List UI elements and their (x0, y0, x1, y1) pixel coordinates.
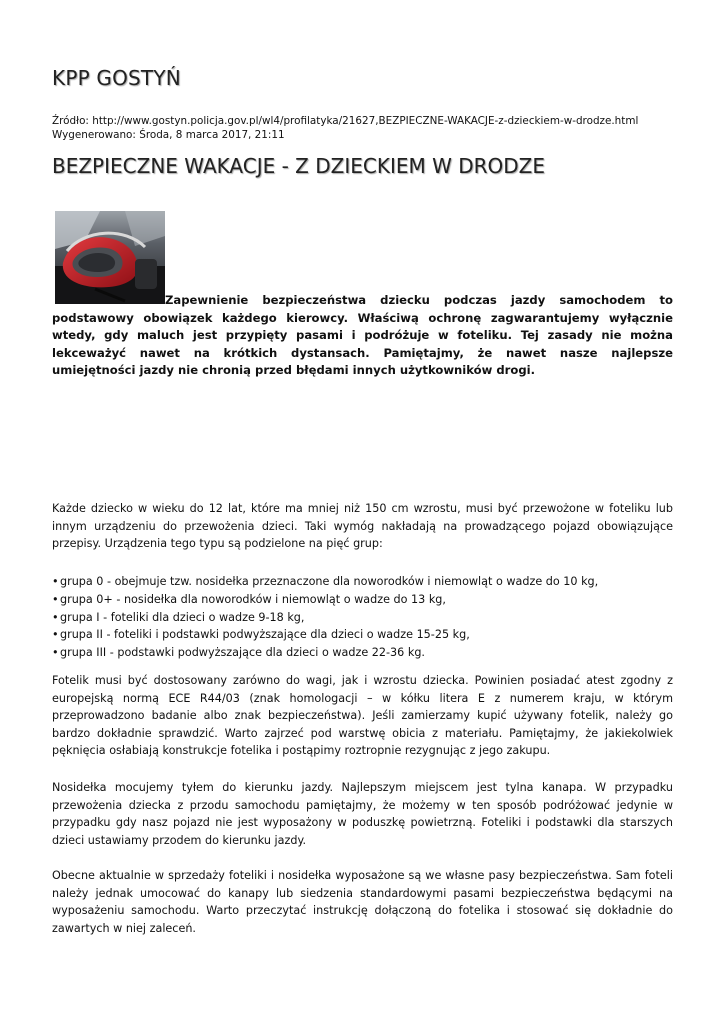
site-title: KPP GOSTYŃ (52, 66, 181, 90)
article-title: BEZPIECZNE WAKACJE - Z DZIECKIEM W DRODZE (52, 154, 545, 178)
generated-line: Wygenerowano: Środa, 8 marca 2017, 21:11 (52, 129, 285, 141)
bullet-icon: • (52, 592, 59, 606)
lead-text: Zapewnienie bezpieczeństwa dziecku podczas jazdy samochodem to podstawowy obowiązek każdego kierowcy. Właściwą ochronę zagwarantujemy wyłącznie wtedy, gdy maluch jest przypięty pasami i podróżuje w foteliku. Tej zasady nie można lekceważyć nawet na krótkich dystansach. Pamiętajmy, że nawet nasze najlepsze umiejętności jazdy nie chronią przed błędami innych użytkowników drogi. (52, 293, 673, 377)
paragraph-car-seat-requirement: Każde dziecko w wieku do 12 lat, które ma mniej niż 150 cm wzrostu, musi być przewożone w foteliku lub innym urządzeniu do przewożenia dzieci. Taki wymóg nakładają na prowadzącego pojazd obowiązujące przepisy. Urządzenia tego typu są podzielone na pięć grup: (52, 502, 673, 550)
bullet-icon: • (52, 628, 59, 642)
paragraph-seat-belts: Obecne aktualnie w sprzedaży foteliki i nosidełka wyposażone są we własne pasy bezpieczeństwa. Sam foteli należy jednak umocować do kanapy lub siedzenia standardowymi pasami bezpieczeństwa będącymi na wyposażeniu samochodu. Warto przeczytać instrukcję dołączoną do fotelika i stosować się dokładnie do zawartych w niej zaleceń. (52, 869, 673, 935)
child-car-seat-photo (55, 211, 165, 304)
article-lead (52, 211, 673, 380)
list-item: • grupa III - podstawki podwyższające dla dzieci o wadze 22-36 kg. (52, 644, 673, 662)
document-meta (52, 114, 638, 142)
source-line: Źródło: http://www.gostyn.policja.gov.pl/wl4/profilatyka/21627,BEZPIECZNE-WAKACJE-z-dzieckiem-w-drodze.html (52, 115, 639, 127)
list-item: • grupa 0 - obejmuje tzw. nosidełka przeznaczone dla noworodków i niemowląt o wadze do 10 kg, (52, 573, 673, 591)
list-item: • grupa 0+ - nosidełka dla noworodków i niemowląt o wadze do 13 kg, (52, 591, 673, 609)
paragraph-seat-certification: Fotelik musi być dostosowany zarówno do wagi, jak i wzrostu dziecka. Powinien posiadać atest zgodny z europejską normą ECE R44/03 (znak homologacji – w kółku litera E z numerem kraju, w którym przeprowadzono badanie albo znak bezpieczeństwa). Jeśli zamierzamy kupić używany fotelik, należy go bardzo dokładnie sprawdzić. Warto zajrzeć pod warstwę obicia z materiału. Pamiętajmy, że jakiekolwiek pęknięcia osłabiają konstrukcje fotelika i postąpimy roztropnie rezygnując z jego zakupu. (52, 674, 673, 757)
bullet-icon: • (52, 575, 59, 588)
list-item: • grupa II - foteliki i podstawki podwyższające dla dzieci o wadze 15-25 kg, (52, 626, 673, 644)
paragraph-seat-mounting: Nosidełka mocujemy tyłem do kierunku jazdy. Najlepszym miejscem jest tylna kanapa. W przypadku przewożenia dziecka z przodu samochodu pamiętajmy, że możemy w ten sposób podróżować jedynie w przypadku gdy nasz pojazd nie jest wyposażony w poduszkę powietrzną. Foteliki i podstawki dla starszych dzieci ustawiamy przodem do kierunku jazdy. (52, 781, 673, 847)
bullet-icon: • (52, 610, 59, 624)
list-item: • grupa I - foteliki dla dzieci o wadze 9-18 kg, (52, 609, 673, 627)
seat-groups-list (52, 573, 673, 662)
bullet-icon: • (52, 646, 59, 660)
